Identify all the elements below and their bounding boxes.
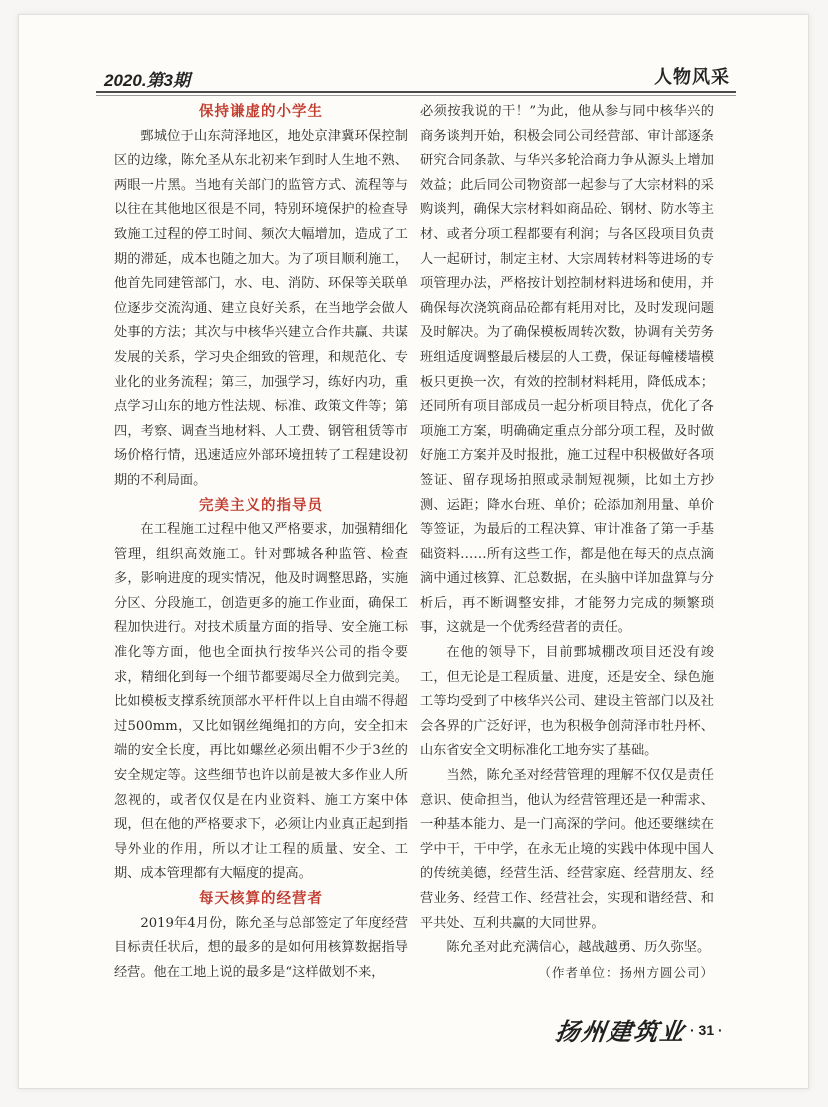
paragraph-continued: 必须按我说的干！”为此，他从参与同中核华兴的商务谈判开始，积极会同公司经营部、审计部逐条研究合同条款、与华兴多轮洽商力争从源头上增加效益；此后同公司物资部一起参与了大宗材料的采购谈判，确保大宗材料如商品砼、钢材、防水等主材、或者分项工程都要有利润；与各区段项目负责人一起研讨，制定主材、大宗周转材料等进场的专项管理办法，严格按计划控制材料进场和使用，并确保每次浇筑商品砼都有耗用对比，及时发现问题及时解决。为了确保模板周转次数，协调有关劳务班组适度调整最后楼层的人工费，保证每幢楼墙模板只更换一次，有效的控制材料耗用，降低成本；还同所有项目部成员一起分析项目特点，优化了各项施工方案，明确确定重点分部分项工程，及时做好施工方案并及时报批，施工过程中积极做好各项签证、留存现场拍照或录制短视频，比如土方抄测、运距；降水台班、单价；砼添加剂用量、单价等签证，为最后的工程决算、审计准备了第一手基础资料……所有这些工作，都是他在每天的点点滴滴中通过核算、汇总数据，在头脑中详加盘算与分析后，再不断调整安排，才能努力完成的频繁琐事，这就是一个优秀经营者的责任。 (420, 104, 714, 636)
magazine-logo: 扬州建筑业 (553, 1017, 688, 1046)
header-rule (96, 91, 736, 93)
author-affiliation: （作者单位：扬州方圆公司） (538, 964, 714, 980)
section-title-3: 每天核算的经营者 (199, 891, 323, 907)
issue-label: 2020.第3期 (104, 71, 190, 90)
section-label: 人物风采 (654, 67, 730, 88)
paragraph: 在工程施工过程中他又严格要求，加强精细化管理，组织高效施工。针对鄄城各种监管、检查多，影响进度的现实情况，他及时调整思路，实施分区、分段施工，创造更多的施工作业面，确保工程加快进行。对技术质量方面的指导、安全施工标准化等方面，他也全面执行按华兴公司的指令要求，精细化到每一个细节都要竭尽全力做到完美。比如模板支撑系统顶部水平杆件以上自由端不得超过500mm，又比如钢丝绳绳扣的方向，安全扣末端的安全长度，再比如螺丝必须出帽不少于3丝的安全规定等。这些细节也许以前是被大多作业人所忽视的，或者仅仅是在内业资料、施工方案中体现，但在他的严格要求下，必须让内业真正起到指导外业的作用，所以才让工程的质量、安全、工期、成本管理都有大幅度的提高。 (114, 522, 408, 882)
section-title-2: 完美主义的指导员 (199, 497, 323, 514)
column-left (114, 100, 408, 985)
paragraph: 2019年4月份，陈允圣与总部签定了年度经营目标责任状后，想的最多的是如何用核算数据指导经营。他在工地上说的最多是“这样做划不来， (114, 915, 408, 980)
paragraph: 当然，陈允圣对经营管理的理解不仅仅是责任意识、使命担当，他认为经营管理还是一种需求、一种基本能力、是一门高深的学问。他还要继续在学中干，干中学，在永无止境的实践中体现中国人的传统美德，经营生活、经营家庭、经营朋友、经营业务、经营工作、经营社会，实现和谐经营、和平共处、互利共赢的大同世界。 (420, 768, 714, 931)
page-number: · 31 · (690, 1022, 723, 1038)
paragraph: 在他的领导下，目前鄄城棚改项目还没有竣工，但无论是工程质量、进度，还是安全、绿色施工等均受到了中核华兴公司、建设主管部门以及社会各界的广泛好评，也为积极争创菏泽市牡丹杯、山东省安全文明标准化工地夯实了基础。 (420, 645, 714, 759)
column-right (420, 100, 714, 985)
paragraph: 陈允圣对此充满信心，越战越勇、历久弥坚。 (446, 940, 711, 956)
section-title-1: 保持谦虚的小学生 (199, 104, 323, 120)
paragraph: 鄄城位于山东菏泽地区，地处京津冀环保控制区的边缘，陈允圣从东北初来乍到时人生地不熟、两眼一片黑。当地有关部门的监管方式、流程等与以往在其他地区很是不同，特别环境保护的检查导致施工过程的停工时间、频次大幅增加，造成了工期的滞延，成本也随之加大。为了项目顺利施工，他首先同建管部门，水、电、消防、环保等关联单位逐步交流沟通、建立良好关系，在当地学会做人处事的方法；其次与中核华兴建立合作共赢、共谋发展的关系，学习央企细致的管理，和规范化、专业化的业务流程；第三，加强学习，练好内功，重点学习山东的地方性法规、标准、政策文件等；第四，考察、调查当地材料、人工费、钢管租赁等市场价格行情，迅速适应外部环境扭转了工程建设初期的不利局面。 (114, 128, 408, 488)
